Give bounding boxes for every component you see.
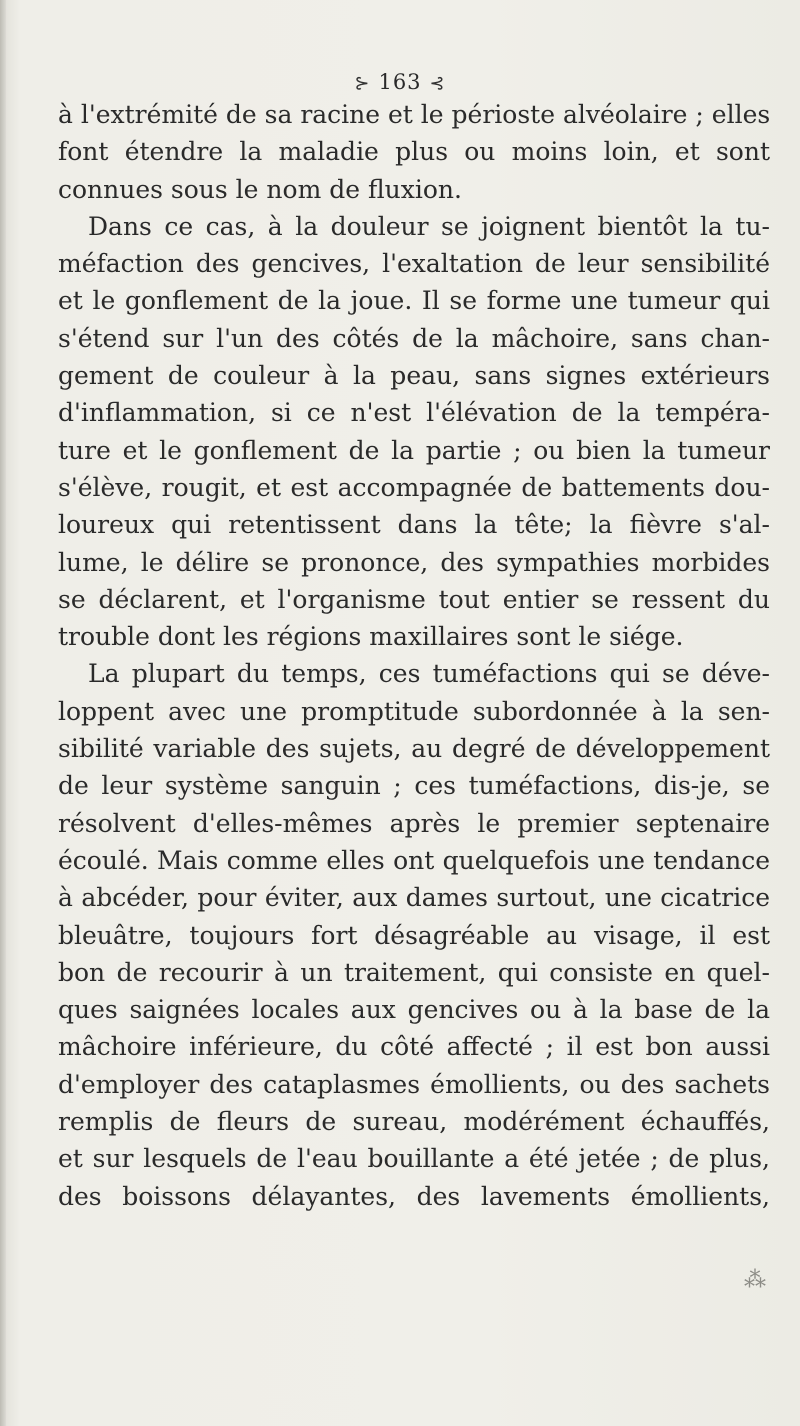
text-line: font étendre la maladie plus ou moins loin, et sont — [58, 137, 770, 167]
text-line: loppent avec une promptitude subordonnée à la sen- — [58, 696, 770, 726]
text-line: ques saignées locales aux gencives ou à la base de la — [58, 995, 770, 1025]
text-line: à abcéder, pour éviter, aux dames surtout, une cicatrice — [58, 883, 770, 913]
page-number: 163 — [378, 70, 422, 94]
text-line: se déclarent, et l'organisme tout entier se ressent du — [58, 584, 770, 614]
text-line: résolvent d'elles-mêmes après le premier septenaire — [58, 808, 770, 838]
text-line: écoulé. Mais comme elles ont quelquefois une tendance — [58, 845, 770, 875]
page-header — [0, 70, 800, 94]
body-text — [58, 96, 770, 1215]
text-line: de leur système sanguin ; ces tuméfactions, dis-je, se — [58, 771, 770, 801]
text-line: Dans ce cas, à la douleur se joignent bientôt la tu- — [88, 211, 770, 241]
binding-edge — [0, 0, 6, 1426]
text-line: des boissons délayantes, des lavements émollients, — [58, 1181, 770, 1211]
text-line: loureux qui retentissent dans la tête; la fièvre s'al- — [58, 510, 770, 540]
text-line: ture et le gonflement de la partie ; ou bien la tumeur — [58, 435, 770, 465]
text-line: remplis de fleurs de sureau, modérément échauffés, — [58, 1107, 770, 1137]
text-line: et le gonflement de la joue. Il se forme une tumeur qui — [58, 286, 770, 316]
text-line: d'employer des cataplasmes émollients, ou des sachets — [58, 1069, 770, 1099]
text-line: mâchoire inférieure, du côté affecté ; il est bon aussi — [58, 1032, 770, 1062]
text-line: bon de recourir à un traitement, qui consiste en quel- — [58, 957, 770, 987]
text-line: méfaction des gencives, l'exaltation de leur sensibilité — [58, 249, 770, 279]
right-ornament-icon: ⊰ — [429, 73, 446, 94]
text-line: sibilité variable des sujets, au degré de développement — [58, 734, 770, 764]
text-line: bleuâtre, toujours fort désagréable au visage, il est — [58, 920, 770, 950]
text-line: s'élève, rougit, et est accompagnée de battements dou- — [58, 472, 770, 502]
stray-ink-mark: ⁂ — [744, 1268, 766, 1293]
text-line: lume, le délire se prononce, des sympathies morbides — [58, 547, 770, 577]
text-line: d'inflammation, si ce n'est l'élévation de la tempéra- — [58, 398, 770, 428]
text-line: et sur lesquels de l'eau bouillante a été jetée ; de plus, — [58, 1144, 770, 1174]
text-line: connues sous le nom de fluxion. — [58, 174, 462, 204]
text-line: La plupart du temps, ces tuméfactions qui se déve- — [88, 659, 770, 689]
text-line: à l'extrémité de sa racine et le périoste alvéolaire ; elles — [58, 100, 770, 129]
left-ornament-icon: ⊱ — [354, 73, 371, 94]
text-line: trouble dont les régions maxillaires sont le siége. — [58, 622, 684, 652]
text-line: gement de couleur à la peau, sans signes extérieurs — [58, 361, 770, 391]
text-line: s'étend sur l'un des côtés de la mâchoire, sans chan- — [58, 323, 770, 353]
